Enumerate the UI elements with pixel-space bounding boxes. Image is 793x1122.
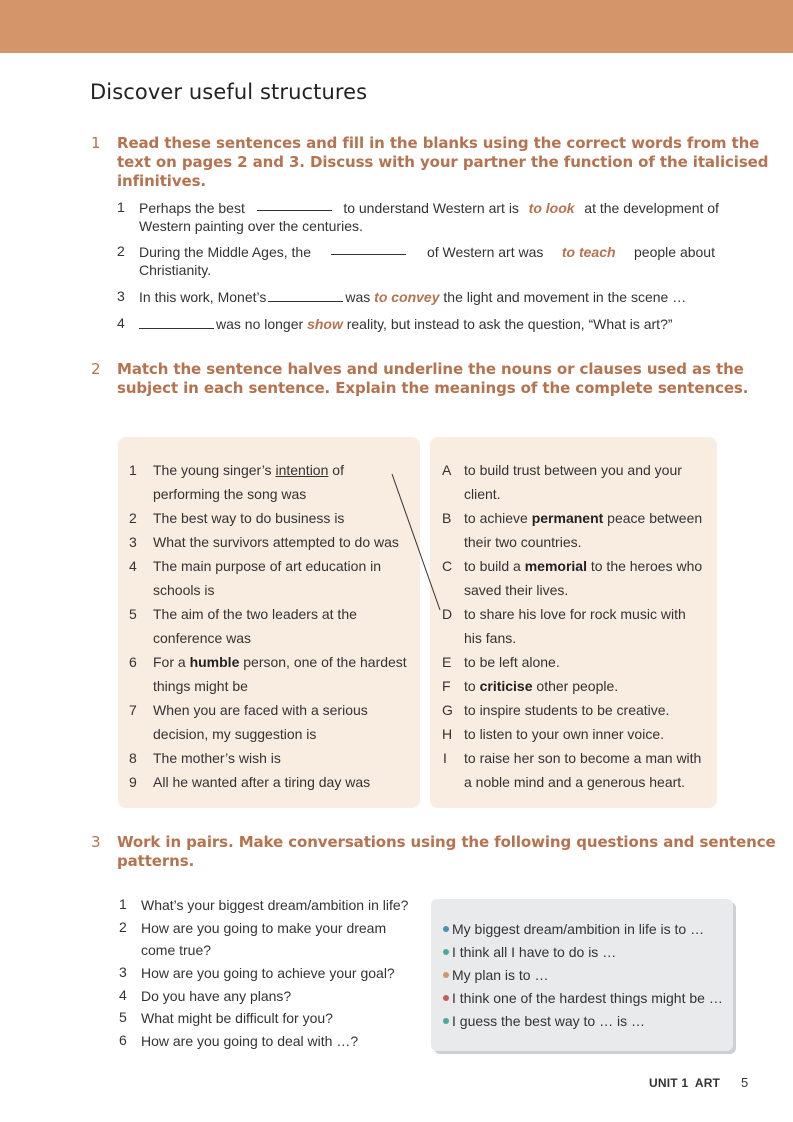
instruction-line: patterns. xyxy=(117,852,195,870)
left-item-number: 7 xyxy=(129,702,137,718)
text-part: to build trust between you and your xyxy=(464,462,682,478)
text-part: of xyxy=(328,462,344,478)
right-item-letter: D xyxy=(442,606,453,622)
bullet-dot-icon xyxy=(443,949,449,955)
footer-unit-label: UNIT 1 ART xyxy=(649,1076,721,1090)
italic-infinitive: to convey xyxy=(374,289,440,305)
text-part: decision, my suggestion is xyxy=(153,726,317,742)
ex1-item-2 xyxy=(139,243,715,279)
right-item-letter: E xyxy=(442,654,452,670)
right-item-b xyxy=(464,506,702,554)
bullet-dot-icon xyxy=(443,1018,449,1024)
left-item-1 xyxy=(153,458,344,506)
exercise-2-instruction xyxy=(117,360,748,398)
question-number: 5 xyxy=(119,1009,127,1025)
italic-infinitive: to teach xyxy=(561,244,616,260)
question-6: How are you going to deal with …? xyxy=(141,1033,359,1049)
text-part: saved their lives. xyxy=(464,582,569,598)
text-part: person, one of the hardest xyxy=(239,654,407,670)
text-part: When you are faced with a serious xyxy=(153,702,368,718)
right-item-f xyxy=(464,674,618,698)
question-4: Do you have any plans? xyxy=(141,988,292,1004)
text-part: The young singer’s xyxy=(153,462,276,478)
fill-blank[interactable] xyxy=(268,290,343,302)
exercise-1-number: 1 xyxy=(91,134,101,152)
text-part: peace between xyxy=(603,510,703,526)
text-part: come true? xyxy=(141,942,212,958)
right-item-h: to listen to your own inner voice. xyxy=(464,726,664,742)
left-item-number: 8 xyxy=(129,750,137,766)
bold-word: criticise xyxy=(479,678,533,694)
ex1-item-1 xyxy=(139,199,719,235)
text-part: to achieve xyxy=(464,510,532,526)
text-part: client. xyxy=(464,486,501,502)
pattern-text: My plan is to … xyxy=(452,967,549,983)
left-item-number: 4 xyxy=(129,558,137,574)
pattern-text: I think one of the hardest things might be … xyxy=(452,990,723,1006)
example-match-line xyxy=(388,472,444,614)
question-number: 1 xyxy=(119,896,127,912)
ex1-item-2-line xyxy=(139,243,715,261)
left-item-2: The best way to do business is xyxy=(153,510,345,526)
match-line-stroke xyxy=(392,474,440,610)
bold-word: humble xyxy=(189,654,240,670)
left-item-number: 1 xyxy=(129,462,137,478)
ex1-item-1-line xyxy=(139,199,719,217)
ex1-item-4 xyxy=(139,315,719,333)
ex1-item-number: 2 xyxy=(117,243,125,259)
sentence-part: to understand Western art is xyxy=(343,200,519,216)
left-item-number: 9 xyxy=(129,774,137,790)
left-item-7 xyxy=(153,698,368,746)
bold-word: permanent xyxy=(531,510,604,526)
pattern-2 xyxy=(443,944,616,960)
sentence-part: people about xyxy=(634,244,715,260)
fill-blank[interactable] xyxy=(331,243,406,255)
sentence-part: the light and movement in the scene … xyxy=(443,289,687,305)
exercise-2-number: 2 xyxy=(91,360,101,378)
left-item-3: What the survivors attempted to do was xyxy=(153,534,399,550)
sentence-part: was xyxy=(345,289,371,305)
text-part: their two countries. xyxy=(464,534,582,550)
sentence-part: reality, but instead to ask the question, “What is art?” xyxy=(346,316,673,332)
text-part: to the heroes who xyxy=(586,558,703,574)
right-item-letter: B xyxy=(442,510,452,526)
right-item-letter: I xyxy=(443,750,447,766)
pattern-text: I guess the best way to … is … xyxy=(452,1013,645,1029)
italic-infinitive: to look xyxy=(528,200,575,216)
pattern-3 xyxy=(443,967,548,983)
right-item-letter: H xyxy=(442,726,453,742)
exercise-3-instruction xyxy=(117,833,776,871)
right-item-letter: C xyxy=(442,558,453,574)
ex1-item-number: 3 xyxy=(117,288,125,304)
sentence-part: of Western art was xyxy=(426,244,544,260)
ex1-item-number: 1 xyxy=(117,199,125,215)
pattern-1 xyxy=(443,921,704,937)
sentence-part: Perhaps the best xyxy=(139,200,245,216)
page-heading: Discover useful structures xyxy=(90,80,368,104)
left-item-8: The mother’s wish is xyxy=(153,750,281,766)
text-part: conference was xyxy=(153,630,252,646)
right-item-d xyxy=(464,602,686,650)
question-2 xyxy=(141,917,386,961)
pattern-text: I think all I have to do is … xyxy=(452,944,617,960)
italic-infinitive: show xyxy=(307,316,343,332)
text-part: The main purpose of art education in xyxy=(153,558,382,574)
left-item-5 xyxy=(153,602,357,650)
question-5: What might be difficult for you? xyxy=(141,1010,333,1026)
sentence-part: During the Middle Ages, the xyxy=(139,244,311,260)
ex1-item-number: 4 xyxy=(117,315,125,331)
pattern-text: My biggest dream/ambition in life is to … xyxy=(452,921,705,937)
right-item-a xyxy=(464,458,682,506)
text-part: performing the song was xyxy=(153,486,307,502)
bullet-dot-icon xyxy=(443,995,449,1001)
right-item-letter: G xyxy=(442,702,453,718)
instruction-line: text on pages 2 and 3. Discuss with your partner the function of the italicised xyxy=(117,153,769,171)
ex1-item-3 xyxy=(139,288,719,306)
text-part: to share his love for rock music with xyxy=(464,606,686,622)
left-item-number: 3 xyxy=(129,534,137,550)
sentence-part: at the development of xyxy=(584,200,719,216)
question-3: How are you going to achieve your goal? xyxy=(141,965,395,981)
bold-word: memorial xyxy=(524,558,587,574)
text-part: schools is xyxy=(153,582,215,598)
instruction-line: Work in pairs. Make conversations using the following questions and sentence xyxy=(117,833,776,851)
sentence-part: Christianity. xyxy=(139,262,212,278)
text-part: things might be xyxy=(153,678,248,694)
left-item-9: All he wanted after a tiring day was xyxy=(153,774,371,790)
instruction-line: Read these sentences and fill in the blanks using the correct words from the xyxy=(117,134,760,152)
underlined-subject: intention xyxy=(275,462,329,478)
right-item-g: to inspire students to be creative. xyxy=(464,702,670,718)
pattern-5 xyxy=(443,1013,645,1029)
question-number: 6 xyxy=(119,1032,127,1048)
right-item-letter: F xyxy=(442,678,451,694)
top-color-band xyxy=(0,0,793,53)
instruction-line: infinitives. xyxy=(117,172,206,190)
exercise-1-instruction xyxy=(117,134,768,191)
text-part: other people. xyxy=(532,678,619,694)
sentence-part: Western painting over the centuries. xyxy=(139,218,363,234)
instruction-line: Match the sentence halves and underline the nouns or clauses used as the xyxy=(117,360,744,378)
fill-blank[interactable] xyxy=(139,317,214,329)
text-part: a noble mind and a generous heart. xyxy=(464,774,686,790)
fill-blank[interactable] xyxy=(257,199,332,211)
text-part: his fans. xyxy=(464,630,517,646)
text-part: to build a xyxy=(464,558,525,574)
text-part: to xyxy=(464,678,480,694)
exercise-3-number: 3 xyxy=(91,833,101,851)
question-number: 2 xyxy=(119,919,127,935)
question-number: 3 xyxy=(119,964,127,980)
left-item-number: 6 xyxy=(129,654,137,670)
left-item-number: 5 xyxy=(129,606,137,622)
bullet-dot-icon xyxy=(443,926,449,932)
right-item-c xyxy=(464,554,702,602)
text-part: For a xyxy=(153,654,190,670)
right-item-e: to be left alone. xyxy=(464,654,560,670)
left-item-6 xyxy=(153,650,407,698)
text-part: to raise her son to become a man with xyxy=(464,750,702,766)
sentence-part: In this work, Monet’s xyxy=(139,289,267,305)
right-item-letter: A xyxy=(442,462,452,478)
page-number: 5 xyxy=(741,1075,749,1090)
sentence-part: was no longer xyxy=(216,316,304,332)
left-item-4 xyxy=(153,554,381,602)
left-item-number: 2 xyxy=(129,510,137,526)
right-item-i xyxy=(464,746,701,794)
question-1: What’s your biggest dream/ambition in life? xyxy=(141,897,409,913)
pattern-4 xyxy=(443,990,723,1006)
bullet-dot-icon xyxy=(443,972,449,978)
text-part: How are you going to make your dream xyxy=(141,920,387,936)
question-number: 4 xyxy=(119,987,127,1003)
text-part: The aim of the two leaders at the xyxy=(153,606,357,622)
instruction-line: subject in each sentence. Explain the meanings of the complete sentences. xyxy=(117,379,749,397)
